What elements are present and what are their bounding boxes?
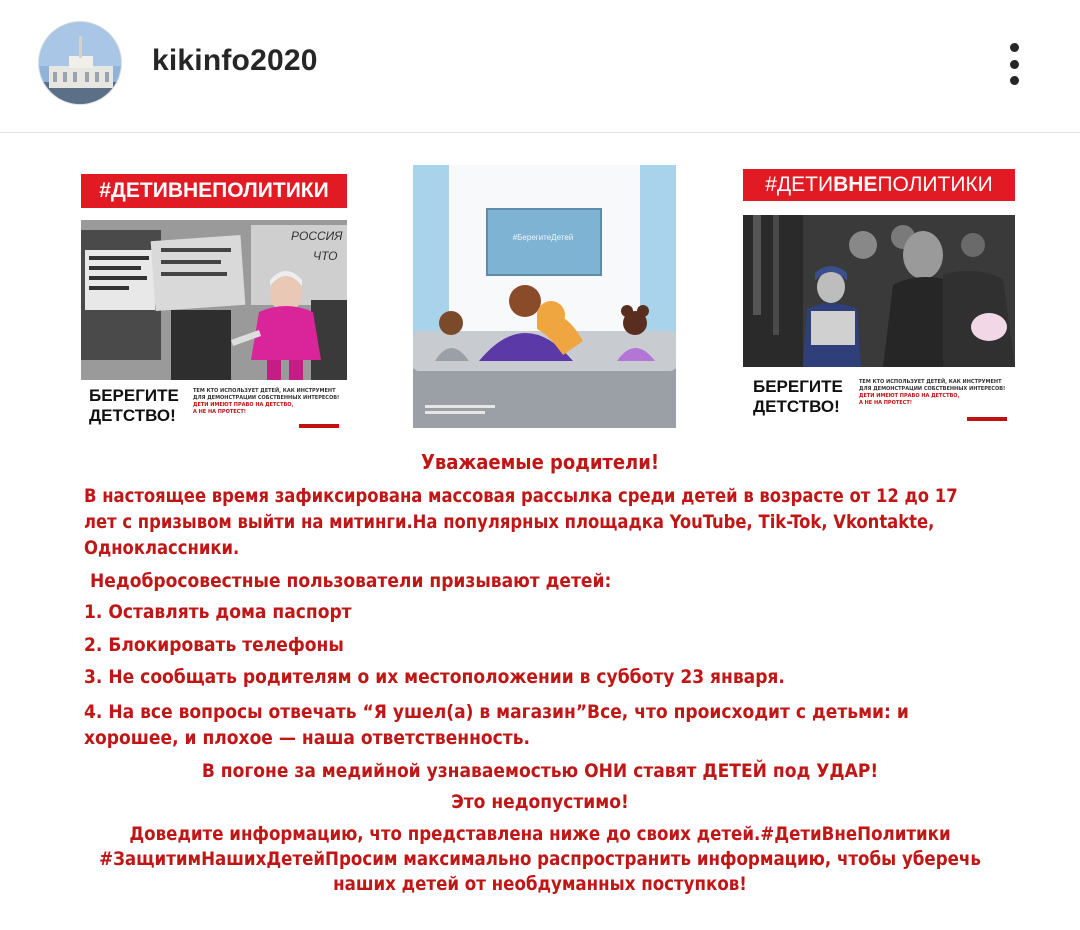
warning-headline: В погоне за медийной узнаваемостью ОНИ ставят ДЕТЕЙ под УДАР!: [201, 760, 879, 782]
poster-fine-print: ТЕМ КТО ИСПОЛЬЗУЕТ ДЕТЕЙ, КАК ИНСТРУМЕНТ ДЛЯ ДЕМОНСТРАЦИИ СОБСТВЕННЫХ ИНТЕРЕСОВ! ДЕТИ ИМЕЮТ ПРАВО НА ДЕТСТВО, А НЕ НА ПРОТЕСТ!: [859, 379, 1006, 406]
protest-photo: [743, 215, 1015, 367]
protest-photo: [81, 220, 347, 380]
poster-left: [81, 174, 347, 430]
hashtag-banner: #ДЕТИВНЕПОЛИТИКИ: [743, 169, 1015, 201]
dot: [1010, 43, 1019, 52]
avatar-image: [39, 22, 122, 105]
poster-fine-print: ТЕМ КТО ИСПОЛЬЗУЕТ ДЕТЕЙ, КАК ИНСТРУМЕНТ ДЛЯ ДЕМОНСТРАЦИИ СОБСТВЕННЫХ ИНТЕРЕСОВ! ДЕТИ ИМЕЮТ ПРАВО НА ДЕТСТВО, А НЕ НА ПРОТЕСТ!: [193, 388, 340, 415]
post-header: [0, 0, 1080, 133]
more-vertical-icon[interactable]: [1000, 40, 1028, 88]
warning-emphasis: Это недопустимо!: [451, 791, 629, 813]
poster-right: [743, 169, 1015, 429]
dot: [1010, 60, 1019, 69]
list-item: 4. На все вопросы отвечать “Я ушел(а) в магазин”Все, что происходит с детьми: и хорошее, и плохое — наша ответственность.: [84, 701, 909, 749]
paragraph-warning: Недобросовестные пользователи призывают детей:: [90, 570, 612, 592]
poster-center-illustration: [413, 165, 676, 428]
list-item: 3. Не сообщать родителям о их местоположении в субботу 23 января.: [84, 666, 785, 688]
org-logo: [967, 417, 1007, 421]
poster-title: БЕРЕГИТЕ ДЕТСТВО!: [89, 386, 179, 425]
hashtag-banner: #ДЕТИВНЕПОЛИТИКИ: [81, 174, 347, 208]
org-logo: [299, 424, 339, 428]
greeting: Уважаемые родители!: [420, 450, 660, 474]
call-to-action: Доведите информацию, что представлена ниже до своих детей.#ДетиВнеПолитики #ЗащитимНашихДетейПросим максимально распространить информацию, чтобы уберечь наших детей от необдуманных поступков!: [99, 824, 981, 895]
tv-screen-text: #БерегитеДетей: [512, 233, 574, 242]
dot: [1010, 76, 1019, 85]
poster-footer: [81, 386, 347, 430]
paragraph-intro: В настоящее время зафиксирована массовая рассылка среди детей в возрасте от 12 до 17 лет с призывом выйти на митинги.На популярных площадка YouTube, Tik-Tok, Vkontakte, Одноклассники.: [84, 485, 958, 559]
avatar[interactable]: [38, 21, 122, 105]
list-item: 1. Оставлять дома паспорт: [84, 601, 352, 623]
username[interactable]: kikinfo2020: [152, 44, 318, 77]
poster-footer: [743, 373, 1015, 423]
post-image[interactable]: [0, 134, 1080, 930]
sign-text: ЧТО: [313, 249, 338, 263]
poster-title: БЕРЕГИТЕ ДЕТСТВО!: [753, 377, 843, 416]
sign-text: РОССИЯ: [291, 229, 343, 243]
list-item: 2. Блокировать телефоны: [84, 634, 344, 656]
